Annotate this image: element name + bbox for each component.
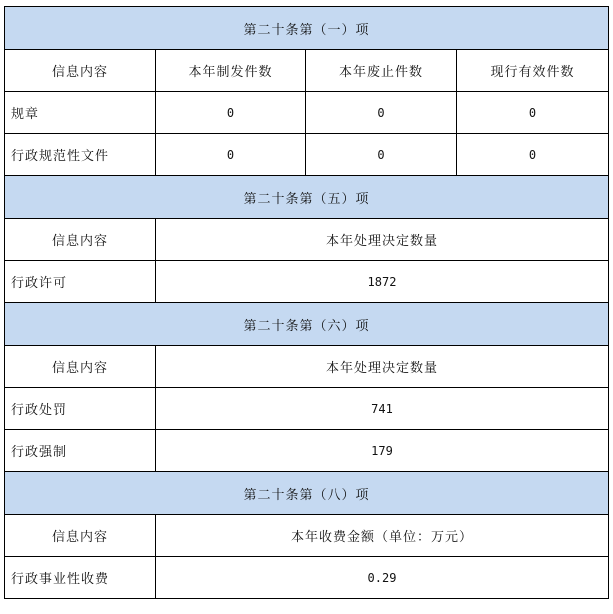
row-label: 行政规范性文件 [5, 134, 156, 176]
row-label: 行政许可 [5, 261, 156, 303]
column-header: 本年处理决定数量 [156, 219, 609, 261]
column-header: 本年收费金额（单位：万元） [156, 515, 609, 557]
row-label: 行政强制 [5, 430, 156, 472]
column-header-row [5, 219, 609, 261]
column-header: 信息内容 [5, 346, 156, 388]
column-header-row [5, 515, 609, 557]
section-title: 第二十条第（六）项 [5, 303, 609, 346]
cell-value: 0 [457, 92, 609, 134]
column-header: 信息内容 [5, 219, 156, 261]
column-header: 本年废止件数 [306, 50, 457, 92]
column-header-row [5, 50, 609, 92]
section-header [5, 7, 609, 50]
section-header [5, 303, 609, 346]
column-header-row [5, 346, 609, 388]
table-row [5, 557, 609, 599]
cell-value: 0 [457, 134, 609, 176]
column-header: 本年制发件数 [156, 50, 306, 92]
table-row [5, 261, 609, 303]
cell-value: 0 [306, 134, 457, 176]
column-header: 本年处理决定数量 [156, 346, 609, 388]
table-row [5, 388, 609, 430]
table-row [5, 92, 609, 134]
table-row [5, 134, 609, 176]
cell-value: 1872 [156, 261, 609, 303]
cell-value: 179 [156, 430, 609, 472]
section-title: 第二十条第（一）项 [5, 7, 609, 50]
table-row [5, 430, 609, 472]
cell-value: 0 [306, 92, 457, 134]
cell-value: 0 [156, 92, 306, 134]
column-header: 现行有效件数 [457, 50, 609, 92]
section-header [5, 472, 609, 515]
cell-value: 0 [156, 134, 306, 176]
section-header [5, 176, 609, 219]
cell-value: 0.29 [156, 557, 609, 599]
row-label: 行政事业性收费 [5, 557, 156, 599]
row-label: 行政处罚 [5, 388, 156, 430]
disclosure-table [4, 6, 609, 599]
column-header: 信息内容 [5, 50, 156, 92]
row-label: 规章 [5, 92, 156, 134]
column-header: 信息内容 [5, 515, 156, 557]
section-title: 第二十条第（五）项 [5, 176, 609, 219]
cell-value: 741 [156, 388, 609, 430]
section-title: 第二十条第（八）项 [5, 472, 609, 515]
